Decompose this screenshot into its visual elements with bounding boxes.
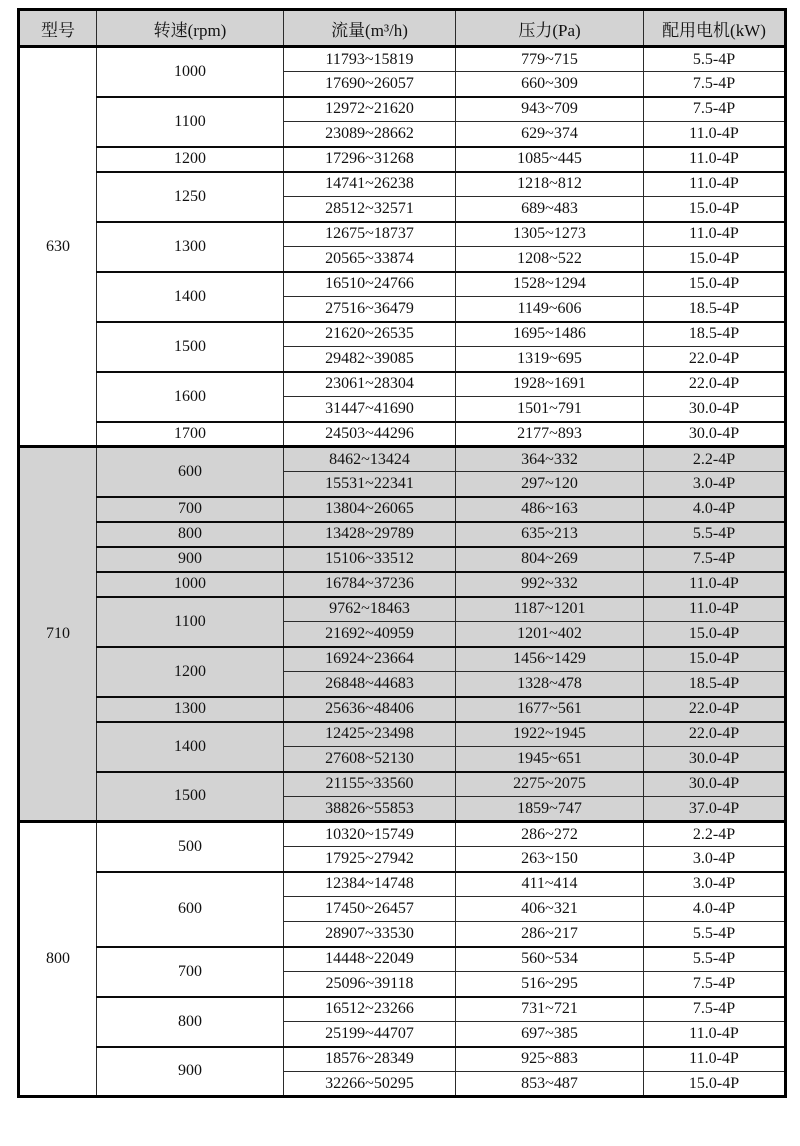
rpm-cell: 800	[97, 522, 284, 547]
rpm-cell: 600	[97, 447, 284, 497]
model-cell: 710	[19, 447, 97, 822]
motor-cell: 11.0-4P	[644, 172, 786, 197]
model-cell: 630	[19, 47, 97, 447]
table-row	[19, 372, 786, 397]
flow-cell: 31447~41690	[284, 397, 456, 422]
flow-cell: 12972~21620	[284, 97, 456, 122]
motor-cell: 11.0-4P	[644, 597, 786, 622]
rpm-cell: 1250	[97, 172, 284, 222]
flow-cell: 18576~28349	[284, 1047, 456, 1072]
flow-cell: 16510~24766	[284, 272, 456, 297]
table-row	[19, 947, 786, 972]
pressure-cell: 364~332	[456, 447, 644, 472]
flow-cell: 28512~32571	[284, 197, 456, 222]
table-row	[19, 872, 786, 897]
rpm-cell: 1300	[97, 697, 284, 722]
rpm-cell: 1700	[97, 422, 284, 447]
rpm-cell: 1200	[97, 147, 284, 172]
rpm-cell: 1000	[97, 572, 284, 597]
flow-cell: 14741~26238	[284, 172, 456, 197]
flow-cell: 16924~23664	[284, 647, 456, 672]
table-row	[19, 772, 786, 797]
rpm-cell: 900	[97, 1047, 284, 1097]
pressure-cell: 1319~695	[456, 347, 644, 372]
pressure-cell: 1149~606	[456, 297, 644, 322]
pressure-cell: 263~150	[456, 847, 644, 872]
table-row	[19, 172, 786, 197]
pressure-cell: 516~295	[456, 972, 644, 997]
flow-cell: 15106~33512	[284, 547, 456, 572]
flow-cell: 12675~18737	[284, 222, 456, 247]
pressure-cell: 925~883	[456, 1047, 644, 1072]
pressure-cell: 689~483	[456, 197, 644, 222]
table-row	[19, 272, 786, 297]
rpm-cell: 800	[97, 997, 284, 1047]
table-row	[19, 572, 786, 597]
pressure-cell: 1328~478	[456, 672, 644, 697]
flow-cell: 14448~22049	[284, 947, 456, 972]
motor-cell: 7.5-4P	[644, 72, 786, 97]
motor-cell: 11.0-4P	[644, 1047, 786, 1072]
pressure-cell: 1187~1201	[456, 597, 644, 622]
flow-cell: 21692~40959	[284, 622, 456, 647]
rpm-cell: 1100	[97, 97, 284, 147]
motor-cell: 15.0-4P	[644, 1072, 786, 1097]
table-row	[19, 422, 786, 447]
motor-cell: 22.0-4P	[644, 347, 786, 372]
motor-cell: 11.0-4P	[644, 147, 786, 172]
flow-cell: 17450~26457	[284, 897, 456, 922]
flow-cell: 24503~44296	[284, 422, 456, 447]
pressure-cell: 1695~1486	[456, 322, 644, 347]
pressure-cell: 731~721	[456, 997, 644, 1022]
flow-cell: 26848~44683	[284, 672, 456, 697]
motor-cell: 7.5-4P	[644, 997, 786, 1022]
motor-cell: 4.0-4P	[644, 497, 786, 522]
flow-cell: 20565~33874	[284, 247, 456, 272]
table-row	[19, 97, 786, 122]
motor-cell: 5.5-4P	[644, 522, 786, 547]
flow-cell: 12425~23498	[284, 722, 456, 747]
flow-cell: 28907~33530	[284, 922, 456, 947]
flow-cell: 23089~28662	[284, 122, 456, 147]
table-row	[19, 522, 786, 547]
motor-cell: 15.0-4P	[644, 247, 786, 272]
flow-cell: 17690~26057	[284, 72, 456, 97]
motor-cell: 3.0-4P	[644, 472, 786, 497]
table-row	[19, 1047, 786, 1072]
flow-cell: 38826~55853	[284, 797, 456, 822]
flow-cell: 15531~22341	[284, 472, 456, 497]
pressure-cell: 286~217	[456, 922, 644, 947]
pressure-cell: 992~332	[456, 572, 644, 597]
header-row	[19, 10, 786, 47]
flow-cell: 11793~15819	[284, 47, 456, 72]
table-row	[19, 147, 786, 172]
table-row	[19, 547, 786, 572]
pressure-cell: 1945~651	[456, 747, 644, 772]
rpm-cell: 1000	[97, 47, 284, 97]
header-flow: 流量(m³/h)	[284, 10, 456, 47]
pressure-cell: 697~385	[456, 1022, 644, 1047]
motor-cell: 11.0-4P	[644, 222, 786, 247]
header-motor: 配用电机(kW)	[644, 10, 786, 47]
pressure-cell: 411~414	[456, 872, 644, 897]
flow-cell: 10320~15749	[284, 822, 456, 847]
pressure-cell: 486~163	[456, 497, 644, 522]
pressure-cell: 629~374	[456, 122, 644, 147]
motor-cell: 30.0-4P	[644, 772, 786, 797]
table-row	[19, 822, 786, 847]
pressure-cell: 2177~893	[456, 422, 644, 447]
header-speed-rpm: 转速(rpm)	[97, 10, 284, 47]
rpm-cell: 700	[97, 947, 284, 997]
pressure-cell: 1456~1429	[456, 647, 644, 672]
pressure-cell: 1201~402	[456, 622, 644, 647]
motor-cell: 18.5-4P	[644, 672, 786, 697]
pressure-cell: 1501~791	[456, 397, 644, 422]
flow-cell: 9762~18463	[284, 597, 456, 622]
header-model: 型号	[19, 10, 97, 47]
table-row	[19, 322, 786, 347]
motor-cell: 30.0-4P	[644, 747, 786, 772]
table-row	[19, 697, 786, 722]
rpm-cell: 1400	[97, 722, 284, 772]
pressure-cell: 1677~561	[456, 697, 644, 722]
pressure-cell: 560~534	[456, 947, 644, 972]
motor-cell: 15.0-4P	[644, 197, 786, 222]
flow-cell: 21155~33560	[284, 772, 456, 797]
pressure-cell: 1928~1691	[456, 372, 644, 397]
motor-cell: 15.0-4P	[644, 647, 786, 672]
motor-cell: 22.0-4P	[644, 722, 786, 747]
flow-cell: 29482~39085	[284, 347, 456, 372]
motor-cell: 4.0-4P	[644, 897, 786, 922]
motor-cell: 15.0-4P	[644, 622, 786, 647]
pressure-cell: 1528~1294	[456, 272, 644, 297]
flow-cell: 13428~29789	[284, 522, 456, 547]
motor-cell: 5.5-4P	[644, 922, 786, 947]
table-body	[19, 47, 786, 1097]
flow-cell: 27516~36479	[284, 297, 456, 322]
model-cell: 800	[19, 822, 97, 1097]
pressure-cell: 1218~812	[456, 172, 644, 197]
table-header	[19, 10, 786, 47]
motor-cell: 2.2-4P	[644, 822, 786, 847]
pressure-cell: 286~272	[456, 822, 644, 847]
motor-cell: 11.0-4P	[644, 1022, 786, 1047]
pressure-cell: 660~309	[456, 72, 644, 97]
pressure-cell: 853~487	[456, 1072, 644, 1097]
motor-cell: 5.5-4P	[644, 47, 786, 72]
motor-cell: 37.0-4P	[644, 797, 786, 822]
motor-cell: 7.5-4P	[644, 972, 786, 997]
table-row	[19, 47, 786, 72]
motor-cell: 7.5-4P	[644, 97, 786, 122]
pressure-cell: 804~269	[456, 547, 644, 572]
flow-cell: 21620~26535	[284, 322, 456, 347]
motor-cell: 22.0-4P	[644, 697, 786, 722]
rpm-cell: 500	[97, 822, 284, 872]
rpm-cell: 1200	[97, 647, 284, 697]
flow-cell: 8462~13424	[284, 447, 456, 472]
flow-cell: 17925~27942	[284, 847, 456, 872]
rpm-cell: 1600	[97, 372, 284, 422]
flow-cell: 16784~37236	[284, 572, 456, 597]
rpm-cell: 700	[97, 497, 284, 522]
fan-performance-table	[17, 8, 787, 1098]
rpm-cell: 1500	[97, 322, 284, 372]
motor-cell: 15.0-4P	[644, 272, 786, 297]
table-row	[19, 722, 786, 747]
rpm-cell: 1300	[97, 222, 284, 272]
pressure-cell: 297~120	[456, 472, 644, 497]
header-pressure: 压力(Pa)	[456, 10, 644, 47]
table-row	[19, 497, 786, 522]
pressure-cell: 635~213	[456, 522, 644, 547]
motor-cell: 2.2-4P	[644, 447, 786, 472]
motor-cell: 30.0-4P	[644, 397, 786, 422]
flow-cell: 25199~44707	[284, 1022, 456, 1047]
pressure-cell: 1922~1945	[456, 722, 644, 747]
motor-cell: 22.0-4P	[644, 372, 786, 397]
motor-cell: 18.5-4P	[644, 297, 786, 322]
motor-cell: 7.5-4P	[644, 547, 786, 572]
table-row	[19, 647, 786, 672]
flow-cell: 12384~14748	[284, 872, 456, 897]
flow-cell: 17296~31268	[284, 147, 456, 172]
table-row	[19, 447, 786, 472]
table-row	[19, 997, 786, 1022]
table-row	[19, 597, 786, 622]
rpm-cell: 900	[97, 547, 284, 572]
pressure-cell: 779~715	[456, 47, 644, 72]
motor-cell: 5.5-4P	[644, 947, 786, 972]
flow-cell: 23061~28304	[284, 372, 456, 397]
motor-cell: 11.0-4P	[644, 572, 786, 597]
motor-cell: 30.0-4P	[644, 422, 786, 447]
motor-cell: 11.0-4P	[644, 122, 786, 147]
rpm-cell: 600	[97, 872, 284, 947]
rpm-cell: 1400	[97, 272, 284, 322]
flow-cell: 13804~26065	[284, 497, 456, 522]
motor-cell: 18.5-4P	[644, 322, 786, 347]
pressure-cell: 943~709	[456, 97, 644, 122]
rpm-cell: 1500	[97, 772, 284, 822]
flow-cell: 16512~23266	[284, 997, 456, 1022]
pressure-cell: 2275~2075	[456, 772, 644, 797]
flow-cell: 27608~52130	[284, 747, 456, 772]
flow-cell: 32266~50295	[284, 1072, 456, 1097]
pressure-cell: 406~321	[456, 897, 644, 922]
table-row	[19, 222, 786, 247]
motor-cell: 3.0-4P	[644, 872, 786, 897]
flow-cell: 25096~39118	[284, 972, 456, 997]
rpm-cell: 1100	[97, 597, 284, 647]
pressure-cell: 1305~1273	[456, 222, 644, 247]
motor-cell: 3.0-4P	[644, 847, 786, 872]
flow-cell: 25636~48406	[284, 697, 456, 722]
pressure-cell: 1085~445	[456, 147, 644, 172]
pressure-cell: 1859~747	[456, 797, 644, 822]
pressure-cell: 1208~522	[456, 247, 644, 272]
